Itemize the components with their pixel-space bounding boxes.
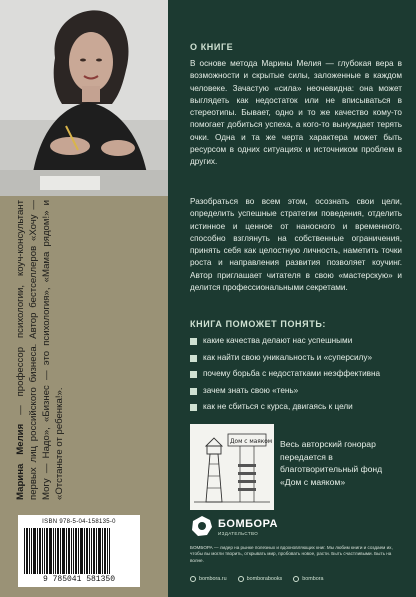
social-label: bomborabooks bbox=[246, 576, 283, 582]
list-item bbox=[190, 369, 402, 380]
list-item bbox=[190, 386, 402, 397]
publisher-name: БОМБОРА bbox=[218, 518, 278, 530]
about-paragraph-1: В основе метода Марины Мелия — глубокая вера в возможности и скрытые силы, заложенные в каждом человеке. Зачастую «сила» неочевидна: она может выглядеть как недостаток или не вписываться в стереотипы. Бывает, одно и то же качество кому-то помогает добиться успеха, а кого-то вынуждает терять очки. Одна и та же черта характера может быть ресурсом в одних ситуациях и источником проблем в других. bbox=[190, 59, 402, 167]
square-bullet-icon bbox=[190, 371, 197, 378]
sketch-sign-text: Дом с маяком bbox=[230, 439, 273, 445]
square-bullet-icon bbox=[190, 388, 197, 395]
social-link-telegram[interactable] bbox=[293, 576, 323, 582]
author-photo bbox=[0, 0, 168, 196]
lighthouse-sketch bbox=[190, 424, 274, 510]
list-item-label: как не сбиться с курса, двигаясь к цели bbox=[203, 402, 353, 411]
author-bio bbox=[14, 200, 66, 500]
list-item-label: почему борьба с недостатками неэффективна bbox=[203, 369, 381, 378]
square-bullet-icon bbox=[190, 355, 197, 362]
helps-list bbox=[190, 336, 402, 419]
author-name: Марина Мелия bbox=[15, 423, 26, 500]
list-item bbox=[190, 353, 402, 364]
vk-icon bbox=[238, 576, 244, 582]
right-panel bbox=[168, 0, 416, 597]
list-item bbox=[190, 402, 402, 413]
telegram-icon bbox=[293, 576, 299, 582]
square-bullet-icon bbox=[190, 404, 197, 411]
isbn-barcode-block bbox=[18, 515, 140, 587]
publisher-blurb: БОМБОРА — лидер на рынке полезных и вдохновляющих книг. Мы любим книги и создаем их, чтобы вы могли творить, открывать мир, пробовать новое, расти. Быть счастливыми. Быть на волне. bbox=[190, 545, 393, 563]
about-paragraph-2: Разобраться во всем этом, осознать свои цели, определить успешные стратегии поведения, отделить истинное и ценное от наносного и временного, способно взглянуть на собственные ограничения, принять себя как целостную личность, наметить точки роста и направления развития позволяет коучинг. Автор приглашает читателя в свою «мастерскую» и делится профессиональными секретами. bbox=[190, 197, 402, 293]
left-strip bbox=[0, 0, 168, 597]
square-bullet-icon bbox=[190, 338, 197, 345]
author-bio-text: — профессор психологии, коуч-консультант первых лиц российского бизнеса. Автор бестселлеров «Хочу — Могу — Надо», «Бизнес — это психология», «Мама рядом!» и «Отстаньте от ребенка!». bbox=[15, 200, 66, 500]
social-links bbox=[190, 576, 335, 582]
social-link-site[interactable] bbox=[190, 576, 227, 582]
globe-icon bbox=[190, 576, 196, 582]
about-title: О КНИГЕ bbox=[190, 42, 234, 52]
isbn-label: ISBN 978-5-04-158135-0 bbox=[42, 519, 116, 525]
barcode bbox=[24, 528, 134, 574]
list-item-label: как найти свою уникальность и «суперсилу» bbox=[203, 352, 373, 362]
lighthouse-icon bbox=[190, 424, 274, 510]
publisher-subtitle: ИЗДАТЕЛЬСТВО bbox=[218, 531, 259, 536]
social-label: bombora bbox=[302, 576, 324, 582]
list-item-label: зачем знать свою «тень» bbox=[203, 385, 299, 395]
list-item-label: какие качества делают нас успешными bbox=[203, 336, 353, 345]
list-item bbox=[190, 336, 402, 347]
helps-title: КНИГА ПОМОЖЕТ ПОНЯТЬ: bbox=[190, 319, 326, 329]
social-label: bombora.ru bbox=[199, 576, 227, 582]
bombora-logo-icon bbox=[190, 515, 214, 537]
author-portrait-illustration bbox=[0, 0, 168, 196]
social-link-vk[interactable] bbox=[238, 576, 283, 582]
barcode-number: 9 785041 581350 bbox=[42, 575, 115, 584]
charity-note: Весь авторский гонорар передается в благотворительный фонд «Дом с маяком» bbox=[280, 439, 383, 487]
